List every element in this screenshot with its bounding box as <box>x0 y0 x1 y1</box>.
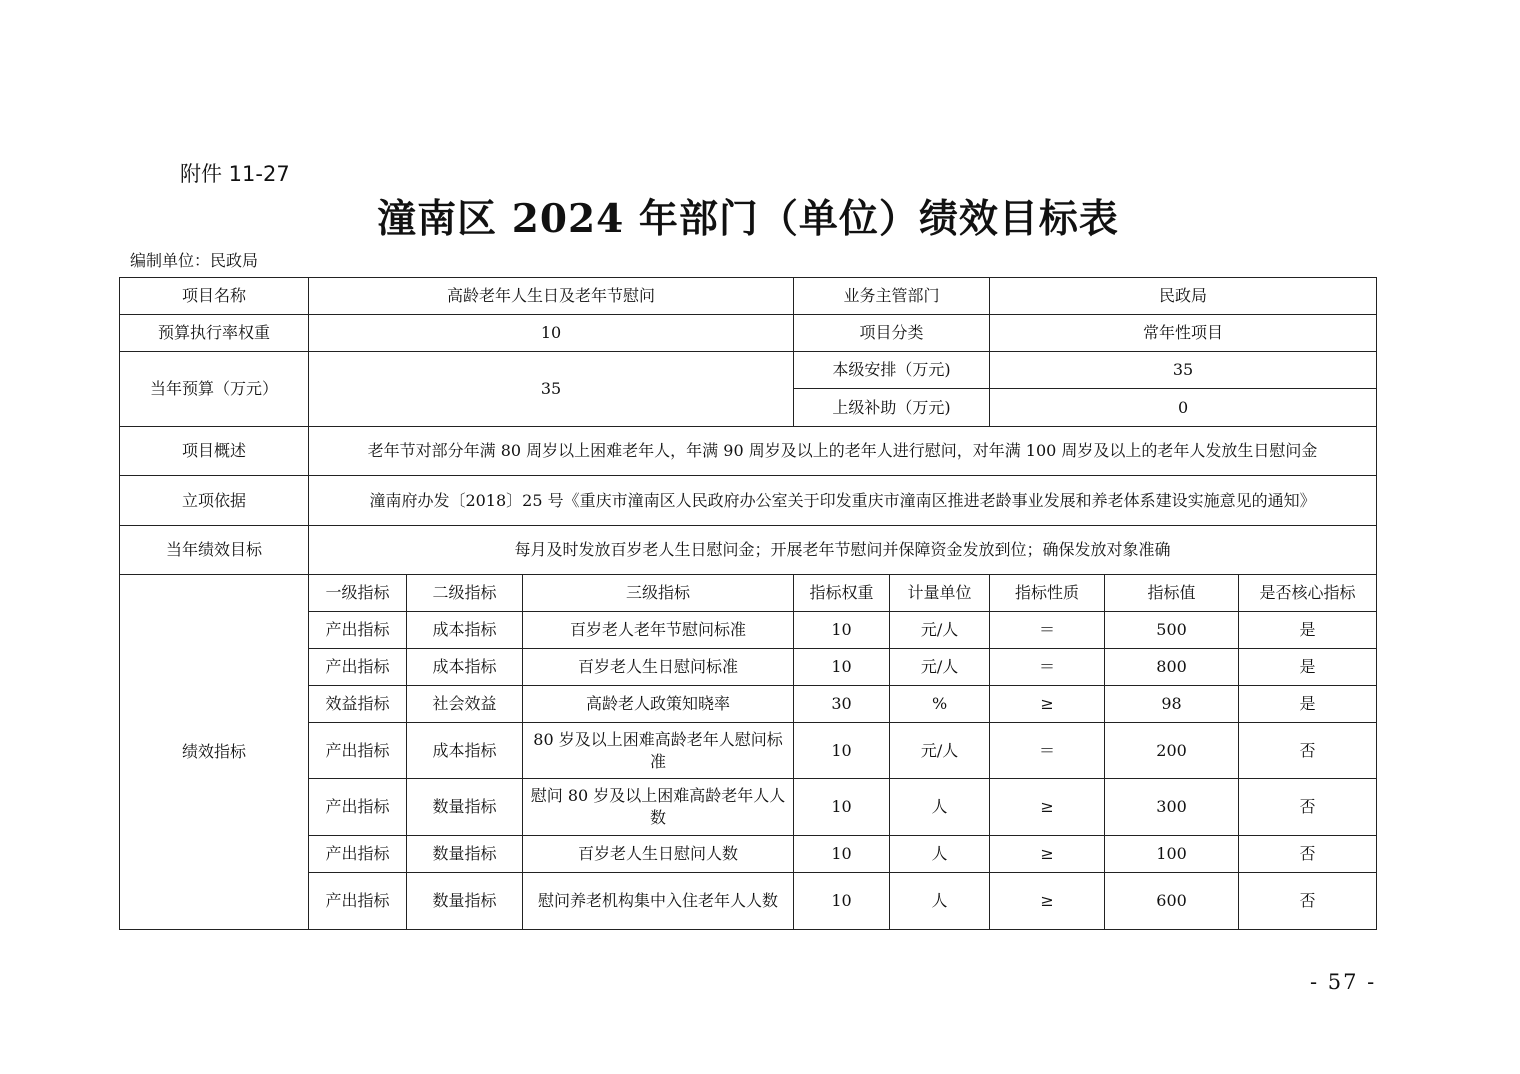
cell-level1: 产出指标 <box>309 873 407 930</box>
cell-value: 800 <box>1105 649 1239 686</box>
performance-target-table <box>119 277 1377 930</box>
project-name-value: 高龄老年人生日及老年节慰问 <box>309 278 794 315</box>
cell-core: 是 <box>1239 649 1377 686</box>
cell-unit: 元/人 <box>890 723 990 779</box>
dept-value: 民政局 <box>990 278 1377 315</box>
cell-value: 600 <box>1105 873 1239 930</box>
cell-value: 500 <box>1105 612 1239 649</box>
header-level3: 三级指标 <box>523 575 794 612</box>
cell-nature: ＝ <box>990 723 1105 779</box>
project-name-label: 项目名称 <box>120 278 309 315</box>
cell-nature: ＝ <box>990 649 1105 686</box>
header-nature: 指标性质 <box>990 575 1105 612</box>
overview-value: 老年节对部分年满 80 周岁以上困难老年人，年满 90 周岁及以上的老年人进行慰问，对年满 100 周岁及以上的老年人发放生日慰问金 <box>309 427 1377 476</box>
row-goal <box>120 526 1377 575</box>
cell-level3: 百岁老人老年节慰问标准 <box>523 612 794 649</box>
cell-level3: 百岁老人生日慰问标准 <box>523 649 794 686</box>
goal-label: 当年绩效目标 <box>120 526 309 575</box>
category-value: 常年性项目 <box>990 315 1377 352</box>
cell-core: 否 <box>1239 873 1377 930</box>
cell-nature: ≥ <box>990 836 1105 873</box>
cell-value: 200 <box>1105 723 1239 779</box>
cell-level3: 80 岁及以上困难高龄老年人慰问标准 <box>523 723 794 779</box>
table-row <box>120 836 1377 873</box>
upper-subsidy-value: 0 <box>990 389 1377 427</box>
cell-level2: 成本指标 <box>407 649 523 686</box>
cell-unit: 元/人 <box>890 612 990 649</box>
header-level2: 二级指标 <box>407 575 523 612</box>
cell-nature: ＝ <box>990 612 1105 649</box>
cell-core: 否 <box>1239 723 1377 779</box>
cell-unit: 人 <box>890 836 990 873</box>
table-row <box>120 779 1377 836</box>
basis-label: 立项依据 <box>120 476 309 526</box>
cell-level2: 成本指标 <box>407 612 523 649</box>
cell-level2: 数量指标 <box>407 873 523 930</box>
header-value: 指标值 <box>1105 575 1239 612</box>
compiling-unit: 编制单位：民政局 <box>130 251 259 270</box>
goal-value: 每月及时发放百岁老人生日慰问金；开展老年节慰问并保障资金发放到位；确保发放对象准确 <box>309 526 1377 575</box>
cell-level1: 产出指标 <box>309 836 407 873</box>
cell-level2: 社会效益 <box>407 686 523 723</box>
row-overview <box>120 427 1377 476</box>
cell-weight: 10 <box>794 612 890 649</box>
cell-level1: 效益指标 <box>309 686 407 723</box>
cell-core: 是 <box>1239 686 1377 723</box>
cell-unit: % <box>890 686 990 723</box>
category-label: 项目分类 <box>794 315 990 352</box>
cell-core: 否 <box>1239 836 1377 873</box>
table-row <box>120 649 1377 686</box>
cell-unit: 人 <box>890 873 990 930</box>
row-basis <box>120 476 1377 526</box>
cell-level1: 产出指标 <box>309 612 407 649</box>
cell-nature: ≥ <box>990 686 1105 723</box>
weight-label: 预算执行率权重 <box>120 315 309 352</box>
header-weight: 指标权重 <box>794 575 890 612</box>
budget-label: 当年预算（万元） <box>120 352 309 427</box>
cell-core: 是 <box>1239 612 1377 649</box>
cell-level3: 高龄老人政策知晓率 <box>523 686 794 723</box>
table-row <box>120 612 1377 649</box>
cell-value: 300 <box>1105 779 1239 836</box>
row-weight <box>120 315 1377 352</box>
cell-value: 100 <box>1105 836 1239 873</box>
local-budget-label: 本级安排（万元) <box>794 352 990 389</box>
row-budget-local <box>120 352 1377 389</box>
cell-level3: 慰问 80 岁及以上困难高龄老年人人数 <box>523 779 794 836</box>
basis-value: 潼南府办发〔2018〕25 号《重庆市潼南区人民政府办公室关于印发重庆市潼南区推进老龄事业发展和养老体系建设实施意见的通知》 <box>309 476 1377 526</box>
page-number: - 57 - <box>1310 970 1377 994</box>
header-level1: 一级指标 <box>309 575 407 612</box>
table-row <box>120 686 1377 723</box>
cell-value: 98 <box>1105 686 1239 723</box>
cell-level3: 百岁老人生日慰问人数 <box>523 836 794 873</box>
cell-nature: ≥ <box>990 873 1105 930</box>
dept-label: 业务主管部门 <box>794 278 990 315</box>
cell-unit: 人 <box>890 779 990 836</box>
cell-weight: 10 <box>794 836 890 873</box>
header-core: 是否核心指标 <box>1239 575 1377 612</box>
cell-level1: 产出指标 <box>309 779 407 836</box>
row-project-name <box>120 278 1377 315</box>
overview-label: 项目概述 <box>120 427 309 476</box>
local-budget-value: 35 <box>990 352 1377 389</box>
cell-level2: 数量指标 <box>407 779 523 836</box>
budget-value: 35 <box>309 352 794 427</box>
cell-level2: 数量指标 <box>407 836 523 873</box>
cell-level1: 产出指标 <box>309 649 407 686</box>
attachment-number: 附件 11-27 <box>180 162 290 186</box>
cell-level3: 慰问养老机构集中入住老年人人数 <box>523 873 794 930</box>
upper-subsidy-label: 上级补助（万元) <box>794 389 990 427</box>
cell-unit: 元/人 <box>890 649 990 686</box>
indicator-header-row <box>120 575 1377 612</box>
header-unit: 计量单位 <box>890 575 990 612</box>
cell-nature: ≥ <box>990 779 1105 836</box>
cell-level1: 产出指标 <box>309 723 407 779</box>
cell-weight: 30 <box>794 686 890 723</box>
cell-weight: 10 <box>794 779 890 836</box>
cell-level2: 成本指标 <box>407 723 523 779</box>
cell-weight: 10 <box>794 873 890 930</box>
cell-core: 否 <box>1239 779 1377 836</box>
table-row <box>120 873 1377 930</box>
cell-weight: 10 <box>794 649 890 686</box>
weight-value: 10 <box>309 315 794 352</box>
indicators-label: 绩效指标 <box>120 575 309 930</box>
table-row <box>120 723 1377 779</box>
document-title: 潼南区 2024 年部门（单位）绩效目标表 <box>377 196 1119 242</box>
cell-weight: 10 <box>794 723 890 779</box>
